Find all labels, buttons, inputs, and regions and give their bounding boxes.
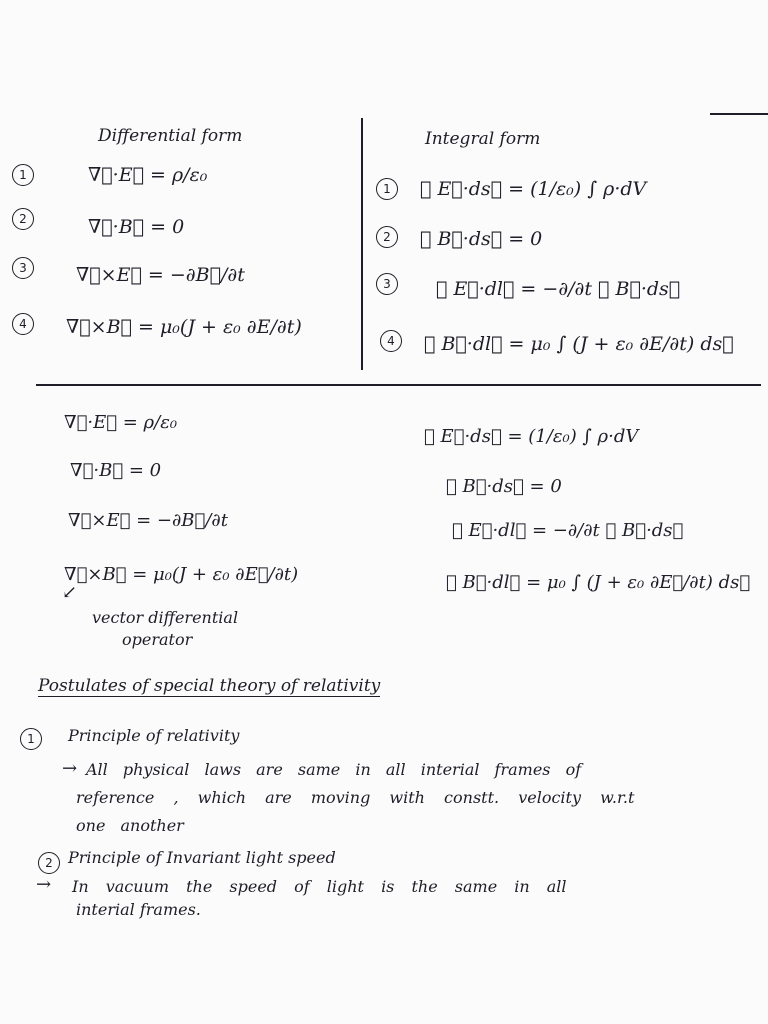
ampere-law-differential: ∇⃗×B⃗ = μ₀(J + ε₀ ∂E/∂t): [66, 316, 302, 338]
postulates-title: Postulates of special theory of relativity: [38, 676, 381, 696]
postulate-1-title: Principle of relativity: [68, 726, 240, 745]
top-rule: [710, 113, 768, 115]
faraday-law-integral: ∮ E⃗·dl⃗ = −∂/∂t ∮ B⃗·ds⃗: [436, 278, 681, 300]
postulate-1-arrow-icon: →: [62, 758, 78, 779]
number-3-right: 3: [376, 273, 398, 295]
postulate-1-line-1: All physical laws are same in all interial frames of: [86, 760, 582, 779]
ampere-law-integral: ∮ B⃗·dl⃗ = μ₀ ∫ (J + ε₀ ∂E/∂t) ds⃗: [424, 333, 734, 355]
gauss-magnetism-integral: ∮ B⃗·ds⃗ = 0: [420, 228, 543, 250]
differential-heading: Differential form: [98, 126, 243, 146]
lower-faraday-law-integral: ∮ E⃗·dl⃗ = −∂/∂t ∮ B⃗·ds⃗: [452, 520, 684, 541]
gauss-law-differential: ∇⃗·E⃗ = ρ/ε₀: [88, 164, 208, 186]
lower-ampere-law-differential: ∇⃗×B⃗ = μ₀(J + ε₀ ∂E⃗/∂t): [64, 564, 299, 585]
postulate-2-arrow-icon: →: [36, 874, 52, 895]
lower-gauss-law-integral: ∮ E⃗·ds⃗ = (1/ε₀) ∫ ρ·dV: [424, 426, 639, 447]
lower-faraday-law-differential: ∇⃗×E⃗ = −∂B⃗/∂t: [68, 510, 228, 531]
note-line-2: operator: [122, 630, 193, 649]
lower-gauss-law-differential: ∇⃗·E⃗ = ρ/ε₀: [64, 412, 178, 433]
number-3-left: 3: [12, 257, 34, 279]
postulate-2-number: 2: [38, 852, 60, 874]
number-2-left: 2: [12, 208, 34, 230]
postulate-1-number: 1: [20, 728, 42, 750]
postulate-1-line-2: reference , which are moving with constt. velocity w.r.t: [76, 788, 635, 807]
note-arrow-icon: ↙: [62, 582, 78, 603]
number-1-left: 1: [12, 164, 34, 186]
gauss-magnetism-differential: ∇⃗·B⃗ = 0: [88, 216, 185, 238]
number-4-left: 4: [12, 313, 34, 335]
postulate-2-line-2: interial frames.: [76, 900, 201, 919]
postulate-2-line-1: In vacuum the speed of light is the same in all: [72, 877, 567, 896]
number-1-right: 1: [376, 178, 398, 200]
postulate-2-title: Principle of Invariant light speed: [68, 848, 336, 867]
gauss-law-integral: ∮ E⃗·ds⃗ = (1/ε₀) ∫ ρ·dV: [420, 178, 647, 200]
number-2-right: 2: [376, 226, 398, 248]
lower-gauss-magnetism-integral: ∮ B⃗·ds⃗ = 0: [446, 476, 562, 497]
note-line-1: vector differential: [92, 608, 239, 627]
number-4-right: 4: [380, 330, 402, 352]
faraday-law-differential: ∇⃗×E⃗ = −∂B⃗/∂t: [76, 264, 245, 286]
vertical-divider: [361, 118, 363, 370]
horizontal-divider: [36, 384, 761, 386]
postulate-1-line-3: one another: [76, 816, 184, 835]
lower-ampere-law-integral: ∮ B⃗·dl⃗ = μ₀ ∫ (J + ε₀ ∂E⃗/∂t) ds⃗: [446, 572, 751, 593]
lower-gauss-magnetism-differential: ∇⃗·B⃗ = 0: [70, 460, 162, 481]
integral-heading: Integral form: [425, 129, 541, 149]
